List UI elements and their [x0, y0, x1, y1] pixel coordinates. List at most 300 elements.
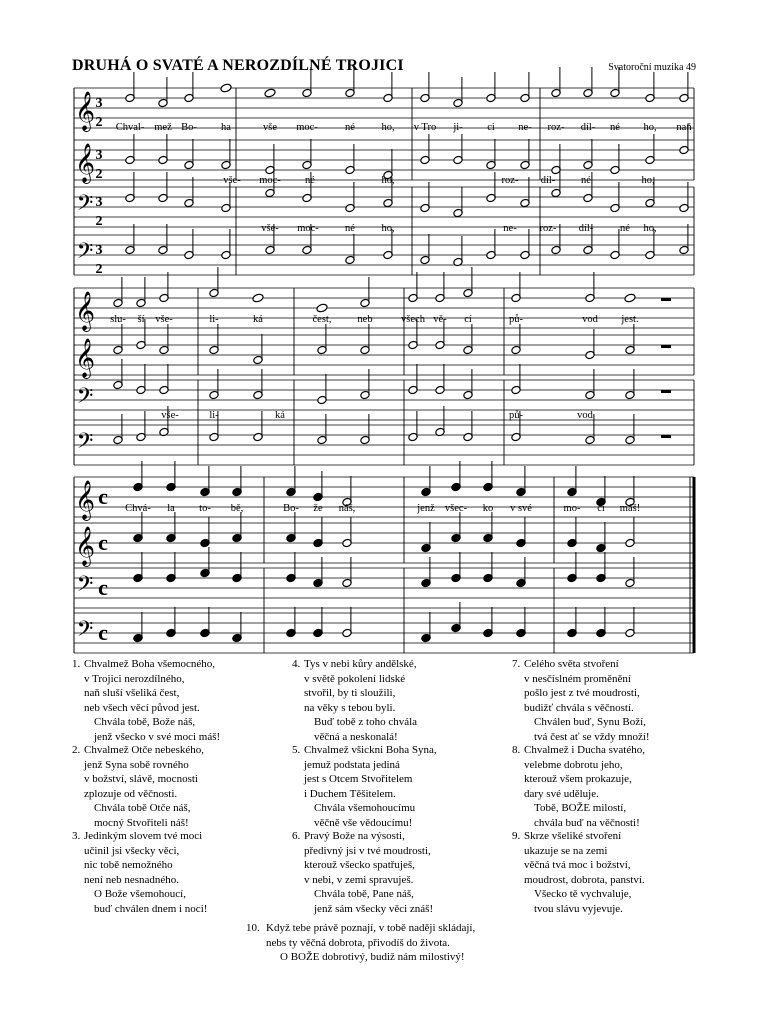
refrain-line: mocný Stvořiteli náš!: [94, 816, 189, 829]
refrain-line: tvá čest ať se vždy množí!: [534, 730, 650, 743]
half-note: [420, 134, 430, 165]
half-note: [408, 272, 418, 303]
quarter-note: [232, 612, 242, 643]
time-signature-bottom: 2: [95, 115, 103, 130]
half-note: [520, 229, 530, 260]
lyric-syllable: všech: [401, 314, 425, 325]
half-note: [511, 324, 521, 355]
half-note: [253, 369, 263, 400]
quarter-note: [200, 466, 210, 497]
lyric-syllable: né: [345, 122, 355, 133]
verse-number: 10.: [246, 922, 260, 934]
half-note: [342, 557, 352, 588]
verse-4: [292, 657, 512, 744]
common-time-icon: c: [98, 530, 108, 555]
lyric-syllable: jenž: [417, 503, 435, 514]
half-note: [610, 67, 620, 98]
half-note: [184, 72, 194, 103]
lyric-syllable: pů-: [509, 314, 523, 325]
lyric-syllable: bě,: [230, 503, 244, 514]
verse-line: jenž Syna sobě rovného: [84, 758, 189, 771]
bass-clef-icon: 𝄢: [76, 191, 94, 220]
lyric-syllable: mo-: [563, 503, 581, 514]
time-signature: [96, 243, 103, 277]
half-note: [463, 411, 473, 442]
lyric-syllable: vše-: [155, 314, 173, 325]
quarter-note: [421, 466, 431, 497]
refrain-line: O BOŽE dobrotivý, budiž nám milostivý!: [280, 951, 465, 963]
time-signature-top: 3: [95, 243, 103, 258]
verse-6: [292, 829, 512, 916]
lyric-syllable: máš!: [619, 503, 641, 514]
half-note: [253, 334, 263, 365]
quarter-note: [567, 607, 577, 638]
lyric-syllable: li-: [209, 314, 219, 325]
lyric-syllable: díl-: [578, 223, 594, 234]
note-head: [316, 303, 328, 313]
verse-line: věčná tvá moc i božství,: [524, 859, 631, 871]
quarter-note: [232, 466, 242, 497]
quarter-note: [200, 607, 210, 638]
lyric-syllable: moc-: [259, 175, 281, 186]
half-note: [645, 134, 655, 165]
verse-line: [512, 829, 732, 844]
quarter-note: [232, 552, 242, 583]
verse-text: Chvalmež Otče nebeského,: [84, 744, 205, 756]
refrain-line: Chválen buď, Synu Boží,: [534, 716, 646, 728]
verse-number: 9.: [512, 830, 521, 842]
quarter-note: [286, 607, 296, 638]
treble-clef-icon: 𝄞: [74, 528, 96, 565]
verse-line: učinil jsi všecky věci,: [84, 844, 180, 857]
verse-line: [292, 829, 512, 844]
quarter-note: [313, 471, 323, 502]
lyric-syllable: díl-: [540, 175, 556, 186]
source-reference: Svatoroční muzika 49: [608, 62, 696, 73]
half-note: [408, 411, 418, 442]
lyric-syllable: moc-: [297, 223, 319, 234]
note-head: [264, 88, 276, 98]
half-note: [317, 374, 327, 405]
half-note: [610, 229, 620, 260]
lyric-syllable: ne-: [518, 122, 532, 133]
quarter-note: [483, 552, 493, 583]
quarter-note: [567, 466, 577, 497]
verse-line: v nebi, v zemi spravuješ.: [304, 873, 414, 886]
quarter-note: [200, 517, 210, 548]
quarter-note: [133, 461, 143, 492]
quarter-note: [483, 607, 493, 638]
half-note: [453, 77, 463, 108]
note-head: [252, 293, 264, 303]
half-note: [136, 411, 146, 442]
whole-note: [264, 88, 276, 98]
half-note: [317, 414, 327, 445]
lyric-syllable: né: [610, 122, 620, 133]
bass-clef-icon: 𝄢: [76, 384, 94, 413]
half-note: [158, 134, 168, 165]
refrain-line: buď chválen dnem i noci!: [94, 902, 208, 915]
refrain-line: Chvála všemohoucímu: [314, 802, 416, 814]
refrain-line: O Bože všemohoucí,: [94, 888, 186, 900]
verse-line: ukazuje se na zemi: [524, 844, 608, 857]
quarter-note: [567, 552, 577, 583]
lyric-syllable: ho,: [381, 223, 395, 234]
lyric-syllable: vod: [582, 314, 598, 325]
whole-rest-icon: ▬: [661, 385, 671, 396]
half-note: [184, 229, 194, 260]
verse-line: [512, 743, 732, 758]
half-note: [435, 364, 445, 395]
lyric-syllable: la: [167, 503, 175, 514]
half-note: [113, 277, 123, 308]
treble-clef-icon: 𝄞: [74, 293, 96, 330]
lyric-syllable: v Tro: [413, 122, 437, 133]
verse-line: velebme dobrotu jeho,: [524, 758, 623, 771]
half-note: [551, 67, 561, 98]
half-note: [184, 139, 194, 170]
note-head: [220, 83, 232, 93]
lyric-syllable: cí: [464, 314, 472, 325]
quarter-note: [313, 557, 323, 588]
verse-line: [72, 829, 292, 844]
half-note: [645, 72, 655, 103]
verse-line: v božství, slávě, mocnosti: [84, 773, 198, 785]
bass-clef-icon: 𝄢: [76, 429, 94, 458]
verse-10: [246, 921, 606, 965]
quarter-note: [133, 512, 143, 543]
half-note: [453, 187, 463, 218]
verse-line: zplozuje od věčnosti.: [84, 787, 178, 800]
time-signature: [98, 530, 108, 555]
common-time-icon: c: [98, 484, 108, 509]
verse-number: 7.: [512, 658, 521, 670]
lyric-syllable: Chvá-: [125, 503, 151, 514]
lyric-syllable: neb: [357, 314, 373, 325]
verse-number: 6.: [292, 830, 301, 842]
lyric-syllable: né: [581, 175, 591, 186]
half-note: [302, 67, 312, 98]
quarter-note: [166, 552, 176, 583]
half-note: [159, 324, 169, 355]
half-note: [113, 359, 123, 390]
half-note: [486, 72, 496, 103]
verse-9: [512, 829, 732, 916]
lyric-syllable: vše-: [261, 223, 279, 234]
refrain-line: chvála buď na věčnosti!: [534, 816, 640, 829]
lyric-syllable: ne-: [503, 223, 517, 234]
lyric-syllable: ho,: [381, 175, 395, 186]
half-note: [209, 369, 219, 400]
verse-3: [72, 829, 292, 916]
lyric-syllable: vě-: [433, 314, 447, 325]
half-note: [302, 139, 312, 170]
verse-text: Když tebe právě poznají, v tobě naději skládají,: [266, 922, 476, 934]
verse-line: [512, 657, 732, 672]
half-note: [486, 139, 496, 170]
time-signature: [96, 96, 103, 130]
verse-line: kterouž všecko spatřuješ,: [304, 859, 415, 871]
half-note: [520, 72, 530, 103]
staff: [74, 335, 694, 375]
half-note: [610, 144, 620, 175]
lyric-syllable: né: [620, 223, 630, 234]
half-note: [585, 329, 595, 360]
refrain-line: Chvála tobě Otče náš,: [94, 802, 191, 814]
verse-line: [292, 657, 512, 672]
verse-line: v Trojici nerozdílného,: [84, 672, 185, 685]
verse-line: budižť chvála s věčností.: [524, 701, 634, 714]
staff: [74, 523, 694, 563]
lyric-syllable: ci: [597, 503, 605, 514]
lyric-syllable: vod: [577, 410, 593, 421]
half-note: [383, 72, 393, 103]
lyric-syllable: mež: [154, 122, 172, 133]
whole-note: [220, 83, 232, 93]
half-note: [435, 406, 445, 437]
lyric-syllable: roz-: [501, 175, 519, 186]
half-note: [625, 557, 635, 588]
song-title: DRUHÁ O SVATÉ A NEROZDÍLNÉ TROJICI: [72, 57, 404, 74]
half-note: [625, 517, 635, 548]
lyric-syllable: Bo-: [283, 503, 299, 514]
half-note: [453, 134, 463, 165]
whole-rest-icon: ▬: [661, 293, 671, 304]
quarter-note: [166, 461, 176, 492]
treble-clef-icon: 𝄞: [74, 482, 96, 519]
lyric-syllable: ší: [137, 314, 145, 325]
quarter-note: [596, 607, 606, 638]
half-note: [342, 517, 352, 548]
refrain-line: Buď tobě z toho chvála: [314, 716, 418, 728]
quarter-note: [286, 552, 296, 583]
quarter-note: [421, 557, 431, 588]
verse-line: v světě pokolení lidské: [304, 672, 406, 685]
refrain-line: Chvála tobě, Pane náš,: [314, 888, 414, 900]
whole-rest-icon: ▬: [661, 430, 671, 441]
half-note: [625, 369, 635, 400]
quarter-note: [286, 512, 296, 543]
quarter-note: [483, 461, 493, 492]
half-note: [625, 414, 635, 445]
lyric-syllable: li-: [209, 410, 219, 421]
quarter-note: [133, 612, 143, 643]
quarter-note: [596, 522, 606, 553]
verse-text: Pravý Bože na výsosti,: [304, 830, 405, 842]
verse-text: Chvalmež Boha všemocného,: [84, 658, 216, 670]
verse-number: 3.: [72, 830, 81, 842]
verse-line: [72, 657, 292, 672]
lyric-syllable: to-: [199, 503, 211, 514]
half-note: [463, 324, 473, 355]
quarter-note: [516, 466, 526, 497]
half-note: [435, 272, 445, 303]
half-note: [585, 369, 595, 400]
half-note: [408, 364, 418, 395]
quarter-note: [133, 552, 143, 583]
time-signature: [98, 575, 108, 600]
half-note: [345, 234, 355, 265]
refrain-line: věčná a neskonalá!: [314, 730, 398, 743]
verse-line: neb všech věcí původ jest.: [84, 701, 200, 714]
half-note: [158, 224, 168, 255]
half-note: [625, 607, 635, 638]
verse-text: Celého světa stvoření: [524, 658, 619, 670]
half-note: [463, 369, 473, 400]
time-signature-bottom: 2: [95, 262, 103, 277]
half-note: [184, 177, 194, 208]
lyric-syllable: roz-: [539, 223, 557, 234]
verse-line: [292, 743, 512, 758]
quarter-note: [451, 602, 461, 633]
verse-text: Tys v nebi kůry andělské,: [304, 658, 417, 670]
lyric-syllable: ko: [482, 503, 494, 514]
verse-line: jest s Otcem Stvořitelem: [304, 773, 413, 785]
verse-line: předivný jsi v tvé moudrosti,: [304, 844, 431, 857]
lyric-syllable: pů-: [509, 410, 523, 421]
quarter-note: [451, 461, 461, 492]
lyric-syllable: vše: [263, 122, 277, 133]
quarter-note: [313, 517, 323, 548]
half-note: [583, 67, 593, 98]
verse-number: 1.: [72, 658, 81, 670]
quarter-note: [516, 517, 526, 548]
quarter-note: [421, 612, 431, 643]
time-signature: [98, 620, 108, 645]
lyric-syllable: díl-: [580, 122, 596, 133]
refrain-line: Chvála tobě, Bože náš,: [94, 716, 196, 728]
bass-clef-icon: 𝄢: [76, 617, 94, 646]
verse-number: 5.: [292, 744, 301, 756]
verse-line: naň sluší všeliká čest,: [84, 687, 180, 699]
time-signature-bottom: 2: [95, 214, 103, 229]
refrain-line: Tobě, BOŽE milostí,: [534, 802, 627, 814]
half-note: [420, 234, 430, 265]
half-note: [159, 364, 169, 395]
half-note: [420, 72, 430, 103]
verse-7: [512, 657, 732, 744]
lyric-syllable: ha: [221, 122, 231, 133]
lyric-syllable: né: [345, 223, 355, 234]
lyric-syllable: čest,: [312, 314, 332, 325]
verse-line: v nesčíslném proměnění: [524, 672, 631, 685]
lyric-syllable: Chval-: [115, 122, 145, 133]
quarter-note: [200, 547, 210, 578]
lyric-syllable: Bo-: [181, 122, 197, 133]
verse-line: pošlo jest z tvé moudrosti,: [524, 687, 640, 699]
treble-clef-icon: 𝄞: [74, 145, 96, 182]
half-note: [585, 272, 595, 303]
quarter-note: [516, 557, 526, 588]
lyric-syllable: vše-: [161, 410, 179, 421]
verse-line: [72, 743, 292, 758]
whole-rest-icon: ▬: [661, 340, 671, 351]
verse-5: [292, 743, 512, 830]
lyric-syllable: jest.: [621, 314, 639, 325]
quarter-note: [286, 466, 296, 497]
quarter-note: [483, 512, 493, 543]
lyric-syllable: naň: [676, 122, 692, 133]
verse-line: není neb nesnadného.: [84, 873, 179, 886]
half-note: [360, 277, 370, 308]
lyric-syllable: v své: [510, 503, 532, 514]
verse-line: nebs ty věčná dobrota, přivodíš do života.: [266, 936, 450, 949]
half-note: [486, 229, 496, 260]
verse-8: [512, 743, 732, 830]
lyric-syllable: náš,: [338, 503, 356, 514]
half-note: [209, 267, 219, 298]
whole-note: [316, 303, 328, 313]
half-note: [113, 414, 123, 445]
half-note: [360, 414, 370, 445]
half-note: [463, 267, 473, 298]
verse-2: [72, 743, 292, 830]
half-note: [360, 369, 370, 400]
verse-line: na věky s tebou byli.: [304, 701, 396, 714]
half-note: [113, 324, 123, 355]
verse-line: stvořil, by ti sloužili,: [304, 687, 396, 699]
quarter-note: [313, 607, 323, 638]
quarter-note: [232, 512, 242, 543]
quarter-note: [451, 512, 461, 543]
half-note: [317, 324, 327, 355]
half-note: [221, 139, 231, 170]
half-note: [209, 324, 219, 355]
verse-text: Skrze všeliké stvoření: [524, 830, 622, 842]
verse-text: Jedinkým slovem tvé moci: [84, 830, 203, 842]
lyric-syllable: slu-: [110, 314, 126, 325]
half-note: [159, 272, 169, 303]
verse-line: dary své uděluje.: [524, 787, 599, 800]
common-time-icon: c: [98, 575, 108, 600]
lyric-syllable: všec-: [444, 503, 468, 514]
time-signature: [98, 484, 108, 509]
verse-line: nic tobě nemožného: [84, 859, 173, 871]
refrain-line: jenž sám všecky věci znáš!: [314, 902, 434, 915]
half-note: [136, 277, 146, 308]
time-signature-top: 3: [95, 96, 103, 111]
half-note: [511, 364, 521, 395]
half-note: [345, 144, 355, 175]
verse-line: i Duchem Těšitelem.: [304, 787, 396, 800]
time-signature-top: 3: [95, 195, 103, 210]
refrain-line: Všecko tě vychvaluje,: [534, 888, 632, 900]
quarter-note: [421, 522, 431, 553]
half-note: [453, 236, 463, 267]
treble-clef-icon: 𝄞: [74, 340, 96, 377]
lyric-syllable: ho,: [641, 175, 655, 186]
half-note: [625, 324, 635, 355]
time-signature-bottom: 2: [95, 167, 103, 182]
verse-line: moudrost, dobrota, panství.: [524, 873, 645, 886]
half-note: [583, 139, 593, 170]
refrain-line: jenž všecko v své moci máš!: [94, 730, 221, 743]
whole-note: [624, 293, 636, 303]
half-note: [221, 229, 231, 260]
lyric-syllable: ji-: [453, 122, 463, 133]
half-note: [253, 411, 263, 442]
verse-line: kterouž všem prokazuje,: [524, 773, 632, 785]
lyric-syllable: ká: [253, 314, 263, 325]
half-note: [125, 224, 135, 255]
bass-clef-icon: 𝄢: [76, 572, 94, 601]
refrain-line: věčně vše vědoucímu!: [314, 816, 413, 829]
lyric-syllable: ho,: [643, 122, 657, 133]
half-note: [679, 72, 689, 103]
quarter-note: [596, 552, 606, 583]
lyric-syllable: moc-: [296, 122, 318, 133]
lyric-syllable: ho,: [381, 122, 395, 133]
